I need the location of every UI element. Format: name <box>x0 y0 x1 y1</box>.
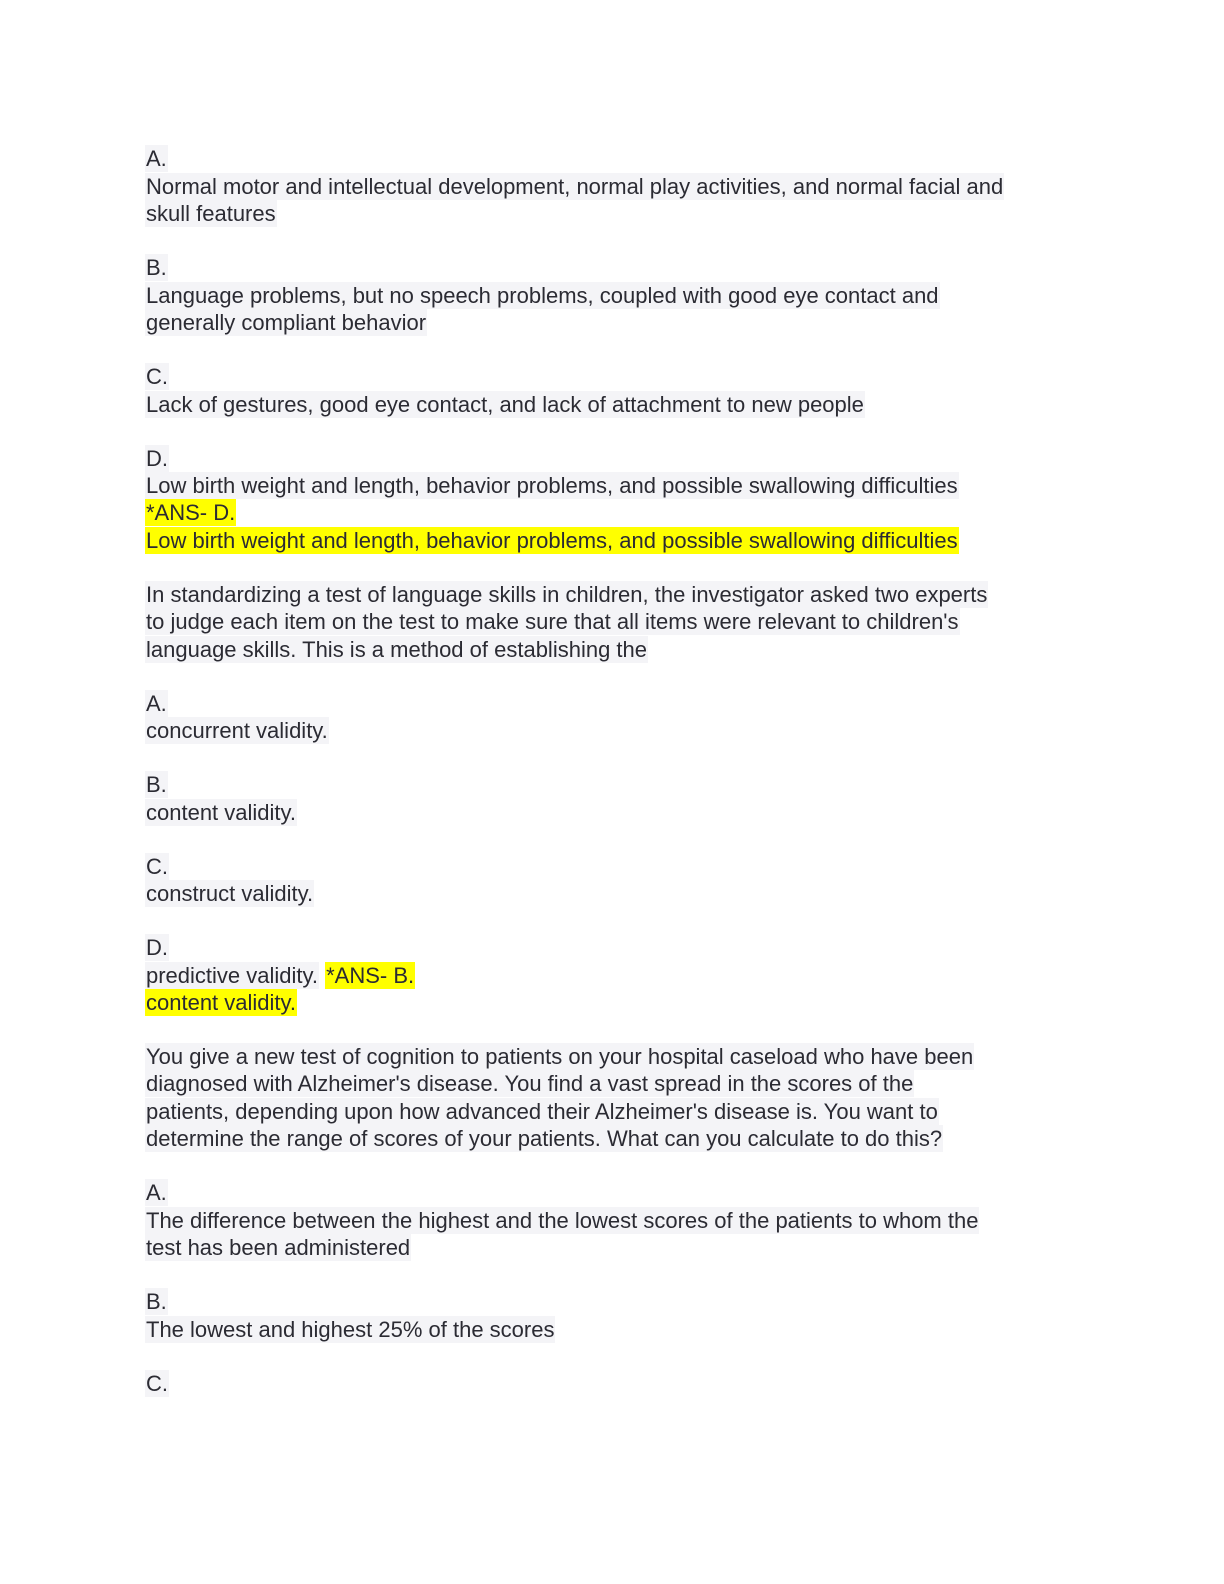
option-text: test has been administered <box>146 1235 411 1260</box>
option-letter: B. <box>146 255 167 280</box>
answer-label: *ANS- B. <box>326 963 415 988</box>
option-letter: A. <box>146 146 167 171</box>
option-text: predictive validity. *ANS- B. <box>146 963 415 988</box>
question-stem: diagnosed with Alzheimer's disease. You find a vast spread in the scores of the <box>146 1071 914 1096</box>
option-text: The difference between the highest and the lowest scores of the patients to whom the <box>146 1208 979 1233</box>
answer-text: content validity. <box>146 990 297 1015</box>
option-text: Low birth weight and length, behavior problems, and possible swallowing difficulties <box>146 473 958 498</box>
option-letter: C. <box>146 364 168 389</box>
option-text: skull features <box>146 201 276 226</box>
option-letter: D. <box>146 935 168 960</box>
question-stem: language skills. This is a method of establishing the <box>146 637 647 662</box>
option-letter: B. <box>146 772 167 797</box>
option-text: Lack of gestures, good eye contact, and lack of attachment to new people <box>146 392 864 417</box>
answer-label: *ANS- D. <box>146 500 236 525</box>
option-letter: C. <box>146 1371 168 1396</box>
option-letter: A. <box>146 1180 167 1205</box>
answer-text: Low birth weight and length, behavior problems, and possible swallowing difficulties <box>146 528 958 553</box>
option-letter: A. <box>146 691 167 716</box>
option-text: Language problems, but no speech problems, coupled with good eye contact and <box>146 283 939 308</box>
option-letter: B. <box>146 1289 167 1314</box>
option-letter: C. <box>146 854 168 879</box>
question-stem: You give a new test of cognition to patients on your hospital caseload who have been <box>146 1044 974 1069</box>
option-text: content validity. <box>146 800 297 825</box>
option-text: construct validity. <box>146 881 314 906</box>
option-letter: D. <box>146 446 168 471</box>
question-stem: to judge each item on the test to make sure that all items were relevant to children's <box>146 609 959 634</box>
option-text: concurrent validity. <box>146 718 328 743</box>
option-text: generally compliant behavior <box>146 310 427 335</box>
question-stem: In standardizing a test of language skills in children, the investigator asked two experts <box>146 582 988 607</box>
question-stem: determine the range of scores of your patients. What can you calculate to do this? <box>146 1126 943 1151</box>
option-text: The lowest and highest 25% of the scores <box>146 1317 555 1342</box>
option-text: Normal motor and intellectual development, normal play activities, and normal facial and <box>146 174 1004 199</box>
question-stem: patients, depending upon how advanced their Alzheimer's disease is. You want to <box>146 1099 938 1124</box>
